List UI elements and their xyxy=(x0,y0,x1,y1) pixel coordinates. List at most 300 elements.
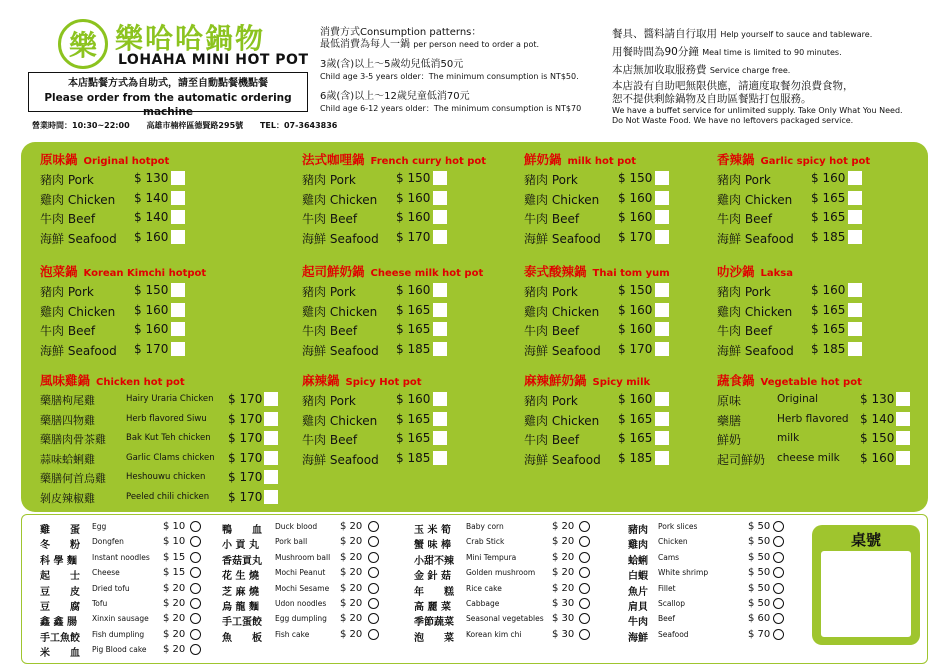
section-title xyxy=(524,150,636,170)
section-title-zh: 蔬食鍋 xyxy=(717,373,755,388)
item-checkbox[interactable] xyxy=(433,322,447,336)
menu-item xyxy=(717,430,895,450)
child-6-12-en: Child age 6-12 years older：The minimum consumption is NT$70 xyxy=(320,104,582,113)
section-title-en: Spicy Hot pot xyxy=(345,377,422,388)
section-title-zh: 麻辣鮮奶鍋 xyxy=(524,373,587,388)
section-title-zh: 法式咖哩鍋 xyxy=(302,152,365,167)
item-name: 海鮮 Seafood xyxy=(717,343,794,358)
item-checkbox[interactable] xyxy=(655,451,669,465)
item-name: 鮮奶 xyxy=(717,433,742,447)
side-dish-name-en: Mini Tempura xyxy=(466,552,517,562)
menu-item xyxy=(717,209,870,229)
menu-item xyxy=(717,411,895,431)
item-price: $ 150 xyxy=(860,431,895,445)
menu-item xyxy=(524,430,653,450)
side-dish-name: 海鮮 xyxy=(628,632,648,644)
item-price: $ 170 xyxy=(134,341,169,356)
item-name: 牛肉 Beef xyxy=(40,324,96,338)
side-dish-name: 蟹 味 棒 xyxy=(414,540,451,552)
item-name: 豬肉 Pork xyxy=(717,173,771,187)
item-checkbox[interactable] xyxy=(848,303,862,317)
side-dish-price: $ 20 xyxy=(552,582,575,594)
item-checkbox[interactable] xyxy=(433,392,447,406)
item-name: 牛肉 Beef xyxy=(524,324,580,338)
side-dish-name-en: Seafood xyxy=(658,629,689,639)
side-dish-name-en: White shrimp xyxy=(658,568,709,578)
item-price: $ 160 xyxy=(618,210,653,224)
side-dish-name: 豬肉 xyxy=(628,525,648,536)
item-price: $ 185 xyxy=(811,341,846,356)
item-name-en: Bak Kut Teh chicken xyxy=(126,433,211,443)
item-price: $ 185 xyxy=(396,341,431,356)
item-checkbox[interactable] xyxy=(433,210,447,224)
menu-section xyxy=(302,262,483,360)
menu-item xyxy=(717,190,870,210)
side-dish-select-circle[interactable] xyxy=(190,583,201,594)
side-dish-name-en: Korean kim chi xyxy=(466,629,522,639)
section-title xyxy=(524,371,650,391)
side-dish-select-circle[interactable] xyxy=(190,629,201,640)
side-dish-price: $ 20 xyxy=(340,597,363,609)
item-name: 藥膳肉骨茶雞 xyxy=(40,433,106,446)
section-title-zh: 風味雞鍋 xyxy=(40,373,91,388)
item-name: 蒜味蛤蜊雞 xyxy=(40,452,95,466)
menu-item xyxy=(302,170,486,190)
item-checkbox[interactable] xyxy=(655,322,669,336)
order-notice-zh: 本店點餐方式為自助式，請至自動點餐機點餐 xyxy=(68,78,268,89)
order-notice xyxy=(28,72,308,118)
side-dish-name-en: Cheese xyxy=(92,568,120,578)
side-dish-price: $ 20 xyxy=(552,536,575,548)
telephone: TEL：07-3643836 xyxy=(259,121,338,130)
side-dish-price: $ 50 xyxy=(748,567,771,579)
menu-item xyxy=(717,341,846,361)
side-dish-select-circle[interactable] xyxy=(190,552,201,563)
section-title-zh: 鮮奶鍋 xyxy=(524,152,562,167)
menu-item xyxy=(40,450,263,470)
item-price: $ 165 xyxy=(811,190,846,205)
item-price: $ 160 xyxy=(860,450,895,465)
opening-hours: 營業時間：10:30~22:00 xyxy=(32,121,130,130)
item-name: 雞肉 Chicken xyxy=(524,304,600,319)
side-dish-name-en: Mochi Sesame xyxy=(275,583,330,593)
side-dish-name: 金 針 菇 xyxy=(414,571,451,583)
item-name: 雞肉 Chicken xyxy=(302,304,378,319)
item-checkbox[interactable] xyxy=(171,191,185,205)
item-price: $ 170 xyxy=(228,392,263,406)
side-dish-name: 高 麗 菜 xyxy=(414,601,451,613)
item-checkbox[interactable] xyxy=(264,451,278,465)
item-checkbox[interactable] xyxy=(264,490,278,504)
side-dish-name: 肩貝 xyxy=(628,601,648,613)
side-dish-name: 鴨 血 xyxy=(222,525,262,536)
table-number-label: 桌號 xyxy=(850,531,881,549)
child-6-12-zh: 6歲(含)以上～12歲兒童低消70元 xyxy=(320,91,470,102)
item-checkbox[interactable] xyxy=(264,431,278,445)
side-dish-name: 玉 米 筍 xyxy=(414,525,451,536)
item-price: $ 165 xyxy=(396,431,431,445)
side-dish-name: 豆 皮 xyxy=(40,586,80,598)
item-checkbox[interactable] xyxy=(848,191,862,205)
side-dish-select-circle[interactable] xyxy=(579,629,590,640)
item-name: 豬肉 Pork xyxy=(524,394,578,408)
side-dish-select-circle[interactable] xyxy=(773,521,784,532)
item-price: $ 170 xyxy=(228,431,263,445)
rule-time: 用餐時間為90分鐘 Meal time is limited to 90 minutes. xyxy=(612,46,842,58)
item-name: 豬肉 Pork xyxy=(302,173,356,187)
menu-item xyxy=(40,282,206,302)
item-name: 雞肉 Chicken xyxy=(302,192,378,207)
menu-item xyxy=(717,170,870,190)
item-price: $ 170 xyxy=(228,470,263,484)
side-dish-name: 烏 龍 麵 xyxy=(222,601,259,613)
item-price: $ 160 xyxy=(134,229,169,244)
item-name: 雞肉 Chicken xyxy=(40,304,116,319)
item-name: 藥膳四物雞 xyxy=(40,413,95,427)
item-checkbox[interactable] xyxy=(655,283,669,297)
side-dish-name-en: Fish cake xyxy=(275,629,310,639)
consumption-min: 最低消費為每人一鍋 per person need to order a pot. xyxy=(320,39,540,50)
side-dish-select-circle[interactable] xyxy=(368,583,379,594)
item-name: 雞肉 Chicken xyxy=(40,192,116,207)
side-dish-name: 冬 粉 xyxy=(40,540,80,552)
item-checkbox[interactable] xyxy=(655,191,669,205)
item-checkbox[interactable] xyxy=(896,451,910,465)
side-dish-select-circle[interactable] xyxy=(190,521,201,532)
menu-section xyxy=(524,150,653,248)
menu-item xyxy=(524,411,653,431)
item-price: $ 165 xyxy=(618,431,653,445)
item-checkbox[interactable] xyxy=(848,283,862,297)
side-dish-name-en: Chicken xyxy=(658,537,688,547)
item-checkbox[interactable] xyxy=(896,412,910,426)
side-dish-name-en: Egg dumpling xyxy=(275,614,327,624)
item-name: 海鮮 Seafood xyxy=(302,343,379,358)
side-dish-price: $ 50 xyxy=(748,521,771,532)
item-price: $ 140 xyxy=(860,411,895,426)
side-dish-price: $ 20 xyxy=(340,521,363,532)
side-dish-price: $ 10 xyxy=(163,521,186,532)
item-checkbox[interactable] xyxy=(433,431,447,445)
side-dish-name: 魚片 xyxy=(628,586,648,598)
item-name: 藥膳枸尾雞 xyxy=(40,394,95,407)
side-dish-name: 手工蛋餃 xyxy=(222,617,262,629)
section-title-zh: 麻辣鍋 xyxy=(302,373,340,388)
side-dish-price: $ 20 xyxy=(163,644,186,656)
item-price: $ 140 xyxy=(134,190,169,205)
item-checkbox[interactable] xyxy=(433,171,447,185)
item-price: $ 160 xyxy=(396,210,431,224)
item-price: $ 150 xyxy=(396,171,431,185)
side-dish-name: 手工魚餃 xyxy=(40,632,80,644)
side-dish-price: $ 20 xyxy=(340,567,363,579)
item-name: 雞肉 Chicken xyxy=(717,192,793,207)
menu-section xyxy=(717,262,846,360)
menu-section xyxy=(524,371,653,469)
menu-item xyxy=(524,190,653,210)
item-price: $ 165 xyxy=(396,302,431,317)
section-title xyxy=(717,262,793,282)
section-title xyxy=(40,150,169,170)
side-dish-select-circle[interactable] xyxy=(579,521,590,532)
item-price: $ 160 xyxy=(811,283,846,297)
item-name: 豬肉 Pork xyxy=(524,173,578,187)
item-name: 雞肉 Chicken xyxy=(524,413,600,428)
item-name-en: Peeled chili chicken xyxy=(126,491,210,502)
item-checkbox[interactable] xyxy=(655,230,669,244)
menu-item xyxy=(40,430,263,450)
item-name: 起司鮮奶 xyxy=(717,452,766,467)
item-name: 牛肉 Beef xyxy=(524,212,580,226)
side-dish-select-circle[interactable] xyxy=(368,629,379,640)
side-dish-price: $ 60 xyxy=(748,613,771,625)
section-title-en: French curry hot pot xyxy=(370,156,487,167)
side-dish-select-circle[interactable] xyxy=(579,598,590,609)
item-checkbox[interactable] xyxy=(171,171,185,185)
side-dish-name-en: Dongfen xyxy=(92,537,124,547)
section-title-zh: 香辣鍋 xyxy=(717,152,755,167)
menu-item xyxy=(302,282,483,302)
side-dish-select-circle[interactable] xyxy=(368,521,379,532)
side-dish-price: $ 20 xyxy=(163,597,186,609)
item-checkbox[interactable] xyxy=(264,470,278,484)
side-dish-select-circle[interactable] xyxy=(368,598,379,609)
side-dish-price: $ 20 xyxy=(340,628,363,640)
item-checkbox[interactable] xyxy=(433,412,447,426)
menu-item xyxy=(524,282,670,302)
item-name: 海鮮 Seafood xyxy=(40,343,117,358)
side-dish-price: $ 20 xyxy=(163,628,186,640)
side-dish-select-circle[interactable] xyxy=(579,583,590,594)
table-number-box xyxy=(812,525,920,645)
side-dish-price: $ 30 xyxy=(552,613,575,625)
item-name: 豬肉 Pork xyxy=(40,173,94,187)
item-checkbox[interactable] xyxy=(171,303,185,317)
menu-item xyxy=(524,450,653,470)
item-price: $ 170 xyxy=(618,341,653,356)
menu-item xyxy=(717,302,846,322)
side-dish-name: 豆 腐 xyxy=(40,601,80,613)
side-dish-name: 雞 蛋 xyxy=(40,525,80,536)
item-checkbox[interactable] xyxy=(264,392,278,406)
menu-item xyxy=(40,229,169,249)
item-name: 牛肉 Beef xyxy=(302,212,358,226)
side-dish-price: $ 50 xyxy=(748,597,771,609)
side-dish-price: $ 20 xyxy=(340,536,363,548)
item-name: 海鮮 Seafood xyxy=(524,343,601,358)
item-price: $ 150 xyxy=(618,283,653,297)
rule-service: 本店無加收取服務費 Service charge free. xyxy=(612,64,791,76)
rule-buffet-en-2: Do Not Waste Food. We have no leftovers packaged service. xyxy=(612,116,854,125)
menu-section xyxy=(40,150,169,248)
item-checkbox[interactable] xyxy=(655,392,669,406)
item-name: 牛肉 Beef xyxy=(40,212,96,226)
section-title-zh: 叻沙鍋 xyxy=(717,264,755,279)
section-title-en: Chicken hot pot xyxy=(96,377,185,388)
item-checkbox[interactable] xyxy=(655,171,669,185)
side-dish-name-en: Fillet xyxy=(658,583,676,593)
item-checkbox[interactable] xyxy=(433,451,447,465)
menu-item xyxy=(524,302,670,322)
item-name: 豬肉 Pork xyxy=(524,285,578,299)
side-dish-name-en: Pork slices xyxy=(658,522,698,531)
menu-item xyxy=(302,302,483,322)
item-price: $ 160 xyxy=(618,322,653,336)
item-name: 牛肉 Beef xyxy=(524,433,580,447)
item-name: 海鮮 Seafood xyxy=(40,231,117,246)
item-checkbox[interactable] xyxy=(264,412,278,426)
item-checkbox[interactable] xyxy=(655,303,669,317)
menu-item xyxy=(302,450,431,470)
menu-item xyxy=(40,341,206,361)
item-price: $ 185 xyxy=(811,229,846,244)
item-checkbox[interactable] xyxy=(171,342,185,356)
item-checkbox[interactable] xyxy=(655,412,669,426)
item-name: 藥膳何首烏雞 xyxy=(40,472,106,485)
item-name: 牛肉 Beef xyxy=(302,324,358,338)
item-name: 藥膳 xyxy=(717,413,742,428)
item-checkbox[interactable] xyxy=(848,230,862,244)
section-title-en: Cheese milk hot pot xyxy=(370,268,484,279)
item-name: 牛肉 Beef xyxy=(302,433,358,447)
side-dish-select-circle[interactable] xyxy=(773,629,784,640)
menu-section xyxy=(717,371,895,469)
logo: 樂 xyxy=(58,19,108,69)
menu-item xyxy=(40,489,263,509)
rule-buffet-2: 恕不提供剩餘鍋物及自助區餐點打包服務。 xyxy=(612,93,812,105)
child-3-5-zh: 3歲(含)以上～5歲幼兒低消50元 xyxy=(320,59,464,70)
section-title xyxy=(524,262,670,282)
item-price: $ 140 xyxy=(134,210,169,224)
item-checkbox[interactable] xyxy=(848,322,862,336)
item-checkbox[interactable] xyxy=(655,431,669,445)
item-price: $ 130 xyxy=(134,171,169,185)
item-name: 牛肉 Beef xyxy=(717,324,773,338)
section-title xyxy=(40,371,185,391)
item-name: 原味 xyxy=(717,394,742,408)
menu-section xyxy=(302,150,486,248)
section-title xyxy=(302,371,422,391)
item-checkbox[interactable] xyxy=(848,342,862,356)
item-name-en: Original xyxy=(777,393,819,405)
item-checkbox[interactable] xyxy=(896,431,910,445)
item-checkbox[interactable] xyxy=(171,210,185,224)
item-checkbox[interactable] xyxy=(848,171,862,185)
item-price: $ 165 xyxy=(396,322,431,336)
item-price: $ 165 xyxy=(396,411,431,426)
menu-item xyxy=(524,209,653,229)
brand-name-zh: 樂哈哈鍋物 xyxy=(115,22,266,55)
item-checkbox[interactable] xyxy=(433,283,447,297)
side-dish-select-circle[interactable] xyxy=(773,583,784,594)
item-checkbox[interactable] xyxy=(896,392,910,406)
side-dish-select-circle[interactable] xyxy=(773,552,784,563)
menu-item xyxy=(717,450,895,470)
side-dish-name-en: Pig Blood cake xyxy=(92,645,147,655)
side-dish-name: 雞肉 xyxy=(628,540,648,552)
item-checkbox[interactable] xyxy=(433,342,447,356)
menu-item xyxy=(302,190,486,210)
section-title xyxy=(302,150,486,170)
item-checkbox[interactable] xyxy=(433,230,447,244)
side-dish-price: $ 20 xyxy=(340,582,363,594)
side-dish-name-en: Cams xyxy=(658,552,680,562)
item-price: $ 160 xyxy=(618,190,653,205)
section-title-en: Thai tom yum xyxy=(592,268,670,279)
item-name: 豬肉 Pork xyxy=(302,394,356,408)
side-dish-price: $ 30 xyxy=(552,597,575,609)
side-dish-name: 小 貢 丸 xyxy=(222,540,259,552)
side-dish-price: $ 20 xyxy=(552,567,575,579)
item-price: $ 160 xyxy=(618,392,653,406)
item-name: 雞肉 Chicken xyxy=(302,413,378,428)
side-dish-name: 米 血 xyxy=(40,648,80,660)
side-dish-price: $ 20 xyxy=(340,551,363,563)
item-price: $ 185 xyxy=(618,450,653,465)
item-checkbox[interactable] xyxy=(848,210,862,224)
item-price: $ 165 xyxy=(811,322,846,336)
address: 高雄市楠梓區德賢路295號 xyxy=(146,121,244,130)
house-rules xyxy=(612,27,903,126)
menu-item xyxy=(717,229,870,249)
side-dish-name-en: Scallop xyxy=(658,598,685,608)
consumption-title: 消費方式Consumption patterns： xyxy=(320,27,482,38)
menu-item xyxy=(302,341,483,361)
side-dish-name-en: Seasonal vegetables xyxy=(466,614,544,624)
side-dish-name-en: Udon noodles xyxy=(275,598,327,608)
item-price: $ 150 xyxy=(618,171,653,185)
side-dish-select-circle[interactable] xyxy=(773,598,784,609)
item-name: 海鮮 Seafood xyxy=(302,231,379,246)
item-name-en: milk xyxy=(777,432,800,444)
side-dish-price: $ 10 xyxy=(163,536,186,548)
item-checkbox[interactable] xyxy=(171,283,185,297)
section-title-zh: 起司鮮奶鍋 xyxy=(302,264,365,279)
side-dish-select-circle[interactable] xyxy=(190,598,201,609)
item-checkbox[interactable] xyxy=(655,342,669,356)
side-dish-select-circle[interactable] xyxy=(579,552,590,563)
item-price: $ 170 xyxy=(228,411,263,426)
item-checkbox[interactable] xyxy=(433,303,447,317)
menu-item xyxy=(524,321,670,341)
menu-item xyxy=(524,170,653,190)
menu-item xyxy=(302,229,486,249)
menu-item xyxy=(40,469,263,489)
item-checkbox[interactable] xyxy=(171,230,185,244)
section-title-en: Garlic spicy hot pot xyxy=(760,156,871,167)
section-title xyxy=(302,262,483,282)
side-dish-select-circle[interactable] xyxy=(368,552,379,563)
side-dish-name: 小甜不辣 xyxy=(414,555,454,567)
side-dish-price: $ 30 xyxy=(552,628,575,640)
item-name: 剝皮辣椒雞 xyxy=(40,491,95,505)
item-checkbox[interactable] xyxy=(433,191,447,205)
menu-item xyxy=(40,190,169,210)
menu-item xyxy=(302,321,483,341)
item-name-en: Garlic Clams chicken xyxy=(126,452,215,463)
item-name-en: Heshouwu chicken xyxy=(126,472,206,482)
item-price: $ 165 xyxy=(811,210,846,224)
menu-item xyxy=(40,411,263,431)
side-dish-name: 白蝦 xyxy=(628,571,648,583)
item-checkbox[interactable] xyxy=(655,210,669,224)
table-number-field[interactable] xyxy=(821,551,911,637)
section-title-en: Vegetable hot pot xyxy=(760,377,862,388)
menu-item xyxy=(524,229,653,249)
side-dish-price: $ 15 xyxy=(163,567,186,579)
item-checkbox[interactable] xyxy=(171,322,185,336)
side-dish-name: 泡 菜 xyxy=(414,632,454,644)
